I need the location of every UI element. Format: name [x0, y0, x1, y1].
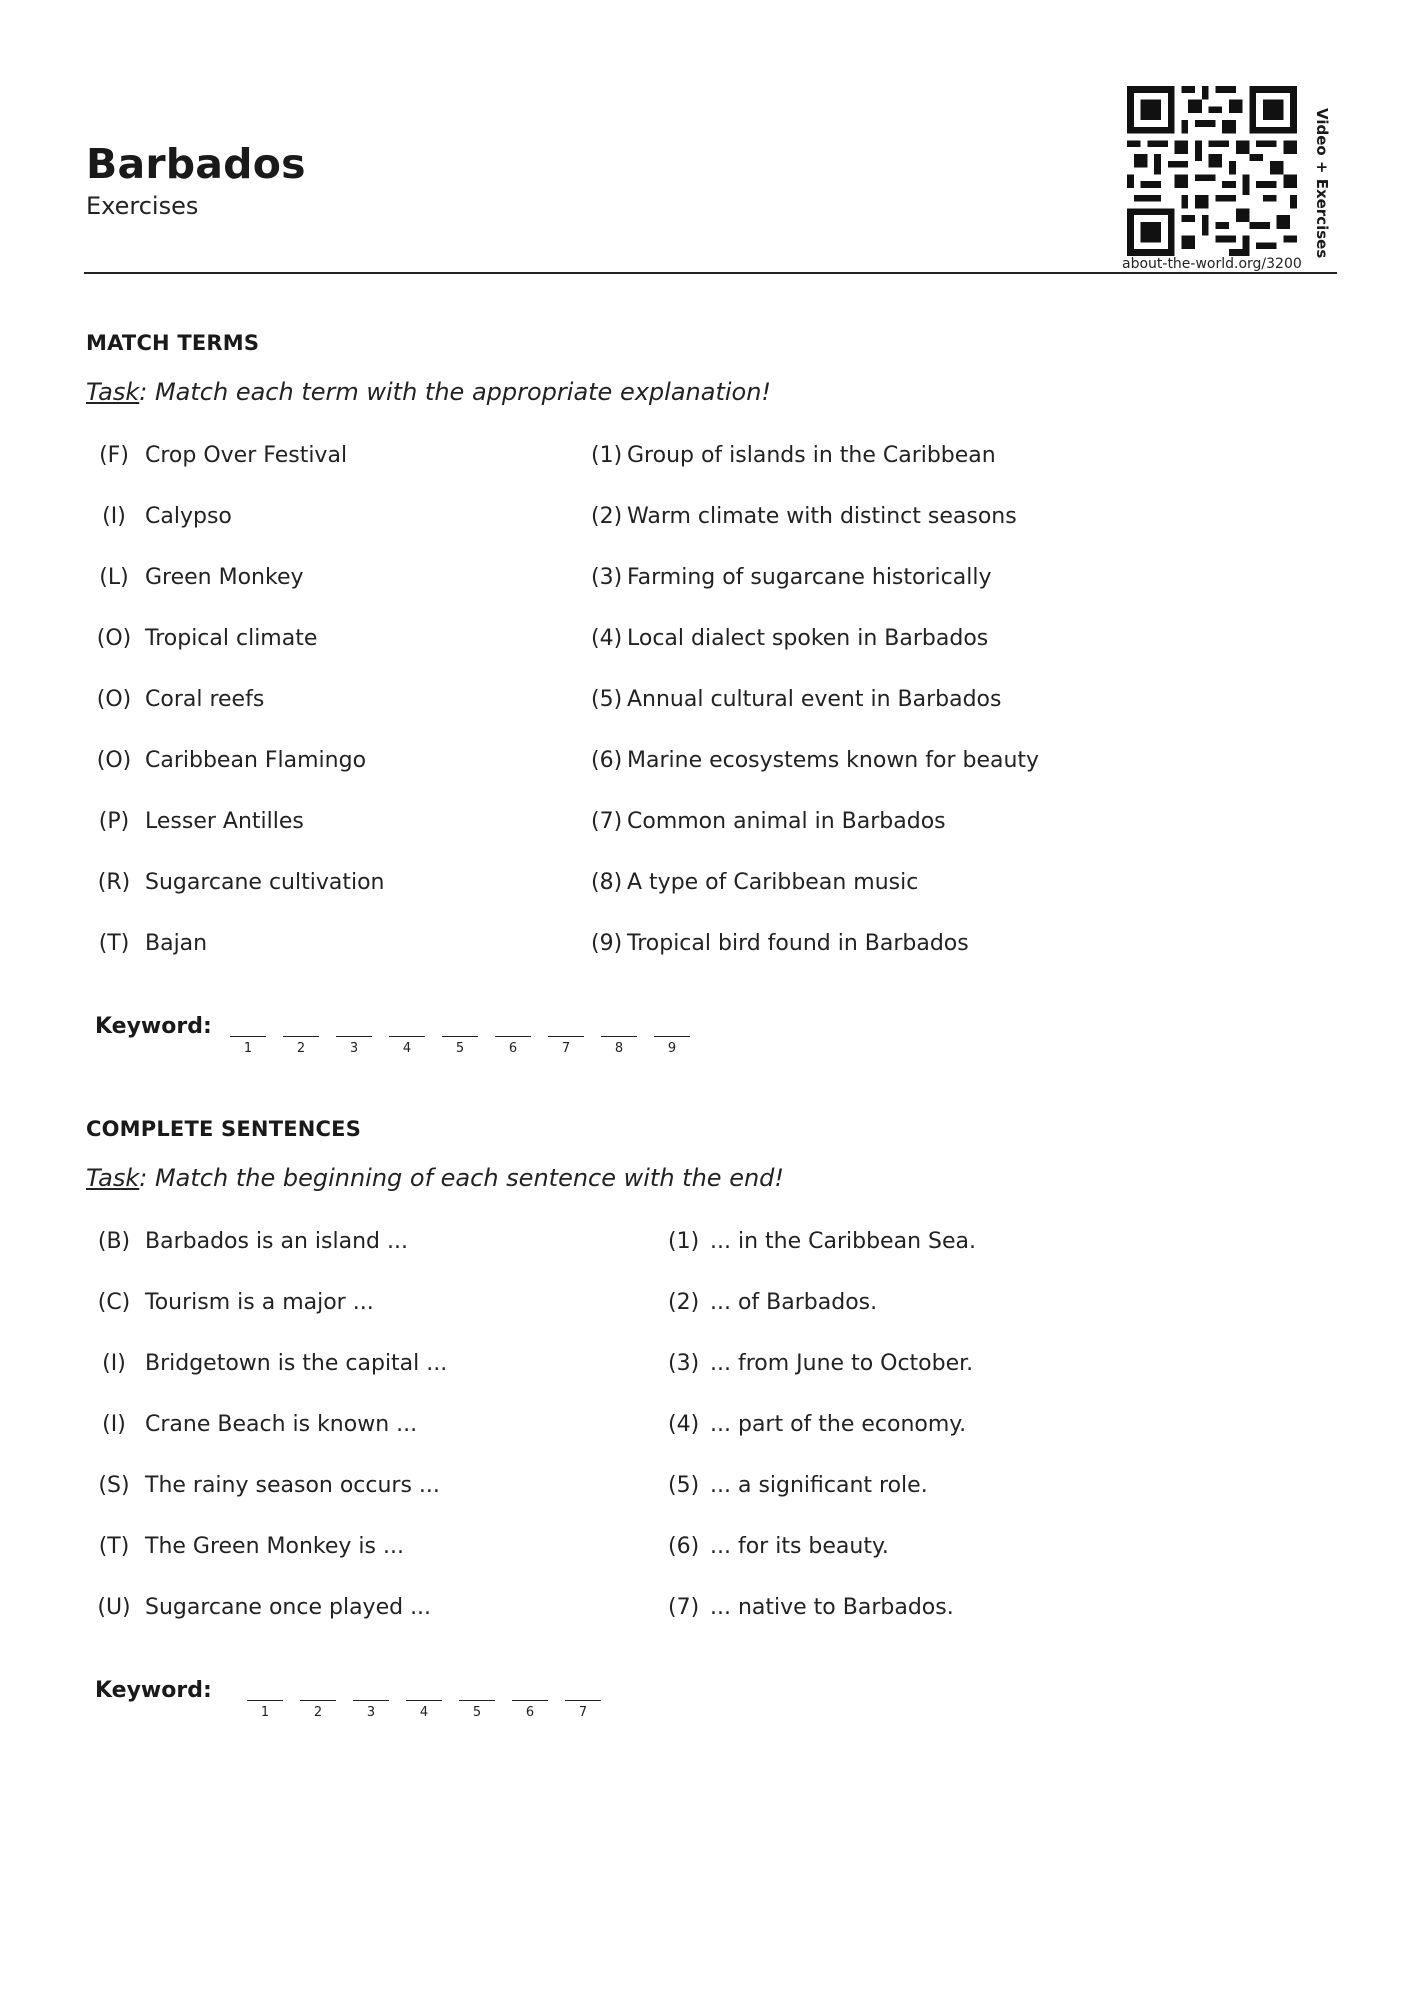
video-exercises-label: Video + Exercises [1313, 108, 1331, 259]
list-item: (T) Bajan [98, 931, 208, 956]
blank-number: 6 [525, 1705, 535, 1720]
list-item: (T) The Green Monkey is ... [98, 1534, 404, 1559]
match-terms-task [86, 378, 771, 406]
list-item: (2) Warm climate with distinct seasons [591, 504, 1017, 529]
task-label: Task [86, 1164, 140, 1192]
list-item: (R) Sugarcane cultivation [97, 870, 385, 895]
qr-code-icon[interactable] [1126, 86, 1298, 256]
task-text: : Match each term with the appropriate explanation! [139, 378, 772, 406]
blank-number: 9 [667, 1041, 677, 1056]
blank-number: 6 [508, 1041, 518, 1056]
list-item: (U) Sugarcane once played ... [97, 1595, 432, 1620]
list-item: (S) The rainy season occurs ... [98, 1473, 440, 1498]
blank-number: 1 [243, 1041, 253, 1056]
keyword-blank[interactable] [300, 1700, 336, 1701]
list-item: (I) Calypso [102, 504, 232, 529]
keyword-blank[interactable] [565, 1700, 601, 1701]
keyword-blank[interactable] [459, 1700, 495, 1701]
list-item: (3) ... from June to October. [668, 1351, 974, 1376]
keyword-label: Keyword: [95, 1014, 212, 1039]
blank-number: 7 [578, 1705, 588, 1720]
keyword-blank[interactable] [495, 1036, 531, 1037]
list-item: (5) Annual cultural event in Barbados [591, 687, 1002, 712]
keyword-blank[interactable] [512, 1700, 548, 1701]
page-subtitle: Exercises [86, 192, 199, 220]
list-item: (4) ... part of the economy. [668, 1412, 967, 1437]
list-item: (2) ... of Barbados. [668, 1290, 878, 1315]
keyword-blank[interactable] [442, 1036, 478, 1037]
blank-number: 1 [260, 1705, 270, 1720]
blank-number: 2 [296, 1041, 306, 1056]
list-item: (I) Crane Beach is known ... [102, 1412, 418, 1437]
list-item: (5) ... a significant role. [668, 1473, 928, 1498]
list-item: (1) Group of islands in the Caribbean [591, 443, 996, 468]
blank-number: 8 [614, 1041, 624, 1056]
list-item: (8) A type of Caribbean music [591, 870, 919, 895]
keyword-label: Keyword: [95, 1678, 212, 1703]
task-text: : Match the beginning of each sentence with the end! [139, 1164, 785, 1192]
list-item: (O) Tropical climate [96, 626, 318, 651]
list-item: (B) Barbados is an island ... [97, 1229, 408, 1254]
keyword-blank[interactable] [548, 1036, 584, 1037]
keyword-blank[interactable] [654, 1036, 690, 1037]
list-item: (P) Lesser Antilles [98, 809, 304, 834]
keyword-blank[interactable] [230, 1036, 266, 1037]
blank-number: 2 [313, 1705, 323, 1720]
task-label: Task [86, 378, 140, 406]
blank-number: 7 [561, 1041, 571, 1056]
keyword-blank[interactable] [601, 1036, 637, 1037]
list-item: (7) ... native to Barbados. [668, 1595, 954, 1620]
list-item: (6) Marine ecosystems known for beauty [591, 748, 1040, 773]
keyword-blank[interactable] [247, 1700, 283, 1701]
list-item: (4) Local dialect spoken in Barbados [591, 626, 989, 651]
list-item: (7) Common animal in Barbados [591, 809, 946, 834]
blank-number: 5 [455, 1041, 465, 1056]
keyword-blank[interactable] [389, 1036, 425, 1037]
complete-sentences-task [86, 1164, 784, 1192]
keyword-blank[interactable] [336, 1036, 372, 1037]
list-item: (6) ... for its beauty. [668, 1534, 889, 1559]
list-item: (O) Caribbean Flamingo [96, 748, 367, 773]
blank-number: 4 [402, 1041, 412, 1056]
complete-sentences-title: COMPLETE SENTENCES [86, 1117, 362, 1141]
list-item: (1) ... in the Caribbean Sea. [668, 1229, 976, 1254]
blank-number: 3 [349, 1041, 359, 1056]
qr-url[interactable]: about-the-world.org/3200 [1122, 256, 1302, 272]
header-divider [84, 272, 1337, 274]
list-item: (C) Tourism is a major ... [97, 1290, 374, 1315]
list-item: (F) Crop Over Festival [99, 443, 348, 468]
list-item: (O) Coral reefs [96, 687, 265, 712]
page-title: Barbados [86, 140, 306, 188]
blank-number: 4 [419, 1705, 429, 1720]
list-item: (L) Green Monkey [99, 565, 304, 590]
keyword-blank[interactable] [283, 1036, 319, 1037]
blank-number: 5 [472, 1705, 482, 1720]
keyword-blank[interactable] [353, 1700, 389, 1701]
list-item: (I) Bridgetown is the capital ... [102, 1351, 448, 1376]
match-terms-title: MATCH TERMS [86, 331, 260, 355]
keyword-blank[interactable] [406, 1700, 442, 1701]
list-item: (9) Tropical bird found in Barbados [591, 931, 969, 956]
list-item: (3) Farming of sugarcane historically [591, 565, 992, 590]
blank-number: 3 [366, 1705, 376, 1720]
